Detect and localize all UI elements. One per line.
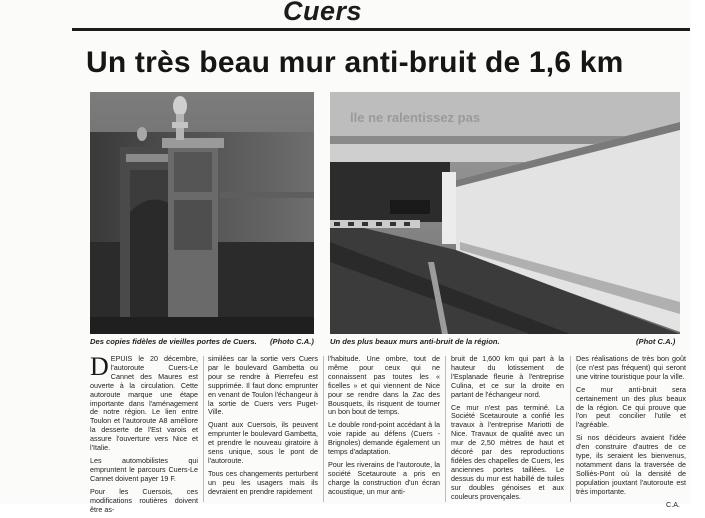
article-column-3: [328, 355, 440, 501]
photo-gate-pillar: [90, 92, 314, 334]
caption-right: Un des plus beaux murs anti-bruit de la région.: [330, 337, 500, 346]
column-divider: [323, 356, 324, 502]
paragraph: bruit de 1,600 km qui part à la hauteur du lotissement de l'Esplanade fleurie à l'entreprise Culina, et ce sur la droite en partant de l'échangeur nord.: [451, 354, 564, 399]
paragraph: l'habitude. Une ombre, tout de même pour ceux qui ne connaissent pas toutes les « ficelles » et qui viennent de Nice pour se rendre dans la Zac des Bousquets, ils risquent de tourner un bon bout de temps.: [328, 354, 440, 417]
paragraph: Pour les riverains de l'autoroute, la société Scetauroute a pris en charge la construction d'un écran acoustique, un mur anti-: [328, 459, 440, 496]
page-edge: [691, 0, 705, 504]
column-divider: [570, 356, 571, 502]
section-rule: [72, 28, 690, 31]
paragraph: Ce mur n'est pas terminé. La Société Scetauroute a confié les travaux à l'entreprise Mariotti de Nice. Travaux de qualité avec un mur de 2,50 mètres de haut et décoré par des reproductions fidèles des chapelles de Cuers, les anciennes portes taillées. Le dessus du mur est habillé de tuiles sur doubles génoises et aux couleurs provençales.: [451, 402, 564, 501]
column-divider: [203, 356, 204, 502]
column-divider: [445, 356, 446, 502]
paragraph: Quant aux Cuersois, ils peuvent emprunter le boulevard Gambetta, et prendre le nouveau giratoire à sens unique, sous le pont de l'autoroute.: [208, 420, 318, 465]
paragraph: similées car la sortie vers Cuers par le boulevard Gambetta ou pour se rendre à Pierrefeu est supprimée. Il faut donc emprunter en venant de Toulon l'échangeur à la sortie de Cuers vers Puget-Ville.: [208, 354, 318, 417]
paragraph: Tous ces changements perturbent un peu les usagers mais ils devraient en prendre rapidement: [208, 468, 318, 496]
paragraph: Des réalisations de très bon goût (ce n'est pas fréquent) qui seront une vitrine touristique pour la ville.: [576, 354, 686, 381]
drop-cap: D: [90, 352, 109, 381]
headline: Un très beau mur anti-bruit de 1,6 km: [86, 46, 624, 79]
article-column-4: [451, 355, 564, 506]
caption-right-credit: (Phot C.A.): [636, 337, 676, 346]
paragraph: Si nos décideurs avaient l'idée d'en construire d'autres de ce type, ils seraient les bienvenus, notamment dans la traversée de Solliès-Pont où la densité de population jouxtant l'autoroute est très importante.: [576, 433, 686, 496]
article-column-1: [90, 352, 198, 518]
caption-left: Des copies fidèles de vieilles portes de Cuers.: [90, 337, 257, 346]
article-signature: C.A.: [666, 499, 680, 509]
paragraph: Pour les Cuersois, ces modifications routières doivent être as-: [90, 486, 198, 514]
highway-sign-text: lle ne ralentissez pas: [350, 110, 481, 125]
caption-left-credit: (Photo C.A.): [270, 337, 314, 346]
paragraph: EPUIS le 20 décembre, l'autoroute Cuers-Le Cannet des Maures est ouverte à la circulation. Cette autoroute marque une étape importante dans l'aménagement de notre région. Le lien entre Toulon et l'autoroute A8 améliore la desserte de l'Est varois et assure l'ouverture vers Nice et l'Italie.: [90, 354, 198, 453]
article-column-5: [576, 355, 686, 514]
section-title: Cuers: [283, 0, 363, 26]
paragraph: Ce mur anti-bruit sera certainement un des plus beaux de la région. Ce qui prouve que l'on peut concilier l'utile et l'agréable.: [576, 384, 686, 430]
paragraph: Les automobilistes qui empruntent le parcours Cuers-Le Cannet doivent payer 19 F.: [90, 455, 198, 483]
photo-noise-wall: [330, 92, 680, 334]
article-column-2: [208, 355, 318, 501]
paragraph: Le double rond-point accédant à la voie rapide au défens (Cuers - Brignoles) demande également un temps d'adaptation.: [328, 420, 440, 457]
